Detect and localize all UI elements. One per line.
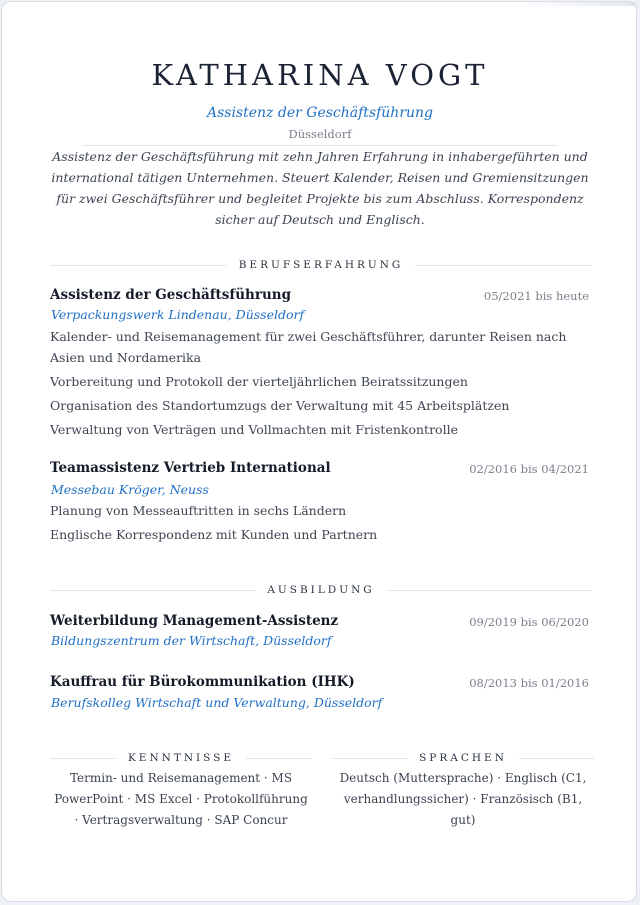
job-duty: Kalender- und Reisemanagement für zwei Geschäftsführer, darunter Reisen nach Asien und Nordamerika <box>50 329 567 365</box>
education-heading <box>50 583 592 597</box>
education-dates: 09/2019 bis 06/2020 <box>469 615 589 629</box>
divider <box>50 265 227 266</box>
divider <box>415 265 592 266</box>
languages-list: Deutsch (Muttersprache) · Englisch (C1, verhandlungssicher) · Französisch (B1, gut) <box>339 771 587 827</box>
skills-heading <box>50 751 312 765</box>
job-employer: Verpackungswerk Lindenau, Düsseldorf <box>51 307 305 322</box>
resume-page <box>1 1 637 902</box>
education-title: Weiterbildung Management-Assistenz <box>50 613 339 629</box>
section-title: BERUFSERFAHRUNG <box>238 259 404 271</box>
section-title: KENNTNISSE <box>127 752 235 764</box>
skills-list: Termin- und Reisemanagement · MS PowerPoint · MS Excel · Protokollführung · Vertragsverwaltung · SAP Concur <box>54 771 308 827</box>
job-title: Teamassistenz Vertrieb International <box>50 460 331 476</box>
job-employer: Messebau Kröger, Neuss <box>51 482 209 497</box>
experience-heading <box>50 258 592 272</box>
job-duty: Englische Korrespondenz mit Kunden und Partnern <box>50 527 378 542</box>
candidate-name: KATHARINA VOGT <box>151 58 489 92</box>
languages-heading <box>332 751 594 765</box>
candidate-role: Assistenz der Geschäftsführung <box>206 105 434 121</box>
job-duty: Vorbereitung und Protokoll der vierteljährlichen Beiratssitzungen <box>50 374 468 389</box>
section-title: SPRACHEN <box>419 752 507 764</box>
education-title: Kauffrau für Bürokommunikation (IHK) <box>50 674 355 690</box>
job-duty: Planung von Messeauftritten in sechs Ländern <box>50 503 347 518</box>
job-duty: Organisation des Standortumzugs der Verwaltung mit 45 Arbeitsplätzen <box>50 398 510 413</box>
education-institution: Berufskolleg Wirtschaft und Verwaltung, Düsseldorf <box>51 695 383 710</box>
section-title: AUSBILDUNG <box>267 584 375 596</box>
divider <box>387 590 592 591</box>
divider <box>50 758 116 759</box>
corner-decoration <box>516 2 636 6</box>
education-institution: Bildungszentrum der Wirtschaft, Düsseldorf <box>51 633 332 648</box>
profile-summary: Assistenz der Geschäftsführung mit zehn Jahren Erfahrung in inhabergeführten und international tätigen Unternehmen. Steuert Kalender, Reisen und Gremiensitzungen für zwei Geschäftsführer und begleitet Projekte bis zum Abschluss. Korrespondenz sicher auf Deutsch und Englisch. <box>51 149 589 227</box>
education-dates: 08/2013 bis 01/2016 <box>469 676 589 690</box>
job-title: Assistenz der Geschäftsführung <box>50 287 292 303</box>
job-dates: 02/2016 bis 04/2021 <box>469 462 589 476</box>
divider <box>246 758 312 759</box>
candidate-city: Düsseldorf <box>288 127 352 141</box>
divider <box>332 758 407 759</box>
job-dates: 05/2021 bis heute <box>483 289 589 303</box>
job-duty: Verwaltung von Verträgen und Vollmachten mit Fristenkontrolle <box>50 422 458 437</box>
divider <box>50 590 255 591</box>
divider <box>519 758 594 759</box>
